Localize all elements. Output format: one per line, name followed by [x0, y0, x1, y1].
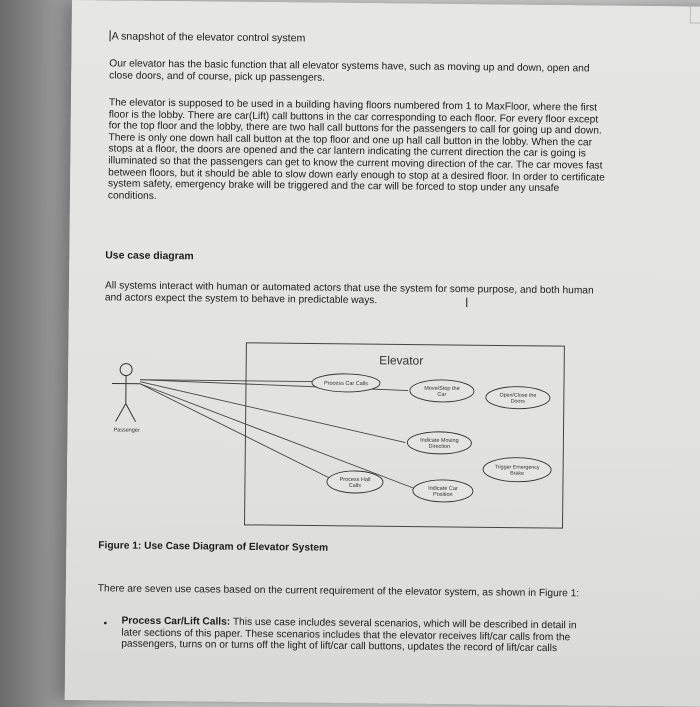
svg-text:Open/Close the: Open/Close the [499, 392, 536, 398]
svg-text:Brake: Brake [510, 471, 524, 477]
system-name: Elevator [379, 353, 423, 367]
use-case-open-close-doors [486, 386, 550, 409]
description-paragraph: The elevator is supposed to be used in a building having floors numbered from 1 to MaxFloor, where the first floor is the lobby. There are car(Lift) call buttons in the car corresponding to each floor. For every floor except for the top floor and the lobby, there are two hall call buttons for the passengers to call for going up and down. There is only one down hall call button at the top floor and one up hall call button in the lobby. When the car stops at a floor, the doors are opened and the car lantern indicating the current direction the car is going is illuminated so that the passengers can get to know the current moving direction of the car. The car moves fast between floors, but it should be able to slow down early enough to stop at a desired floor. In order to certificate system safety, emergency brake will be triggered and the car will be forced to stop under any unsafe conditions. [108, 97, 609, 207]
svg-text:Indicate Car: Indicate Car [428, 486, 458, 492]
use-case-indicate-moving-direction [407, 432, 471, 455]
document-page [65, 0, 700, 707]
svg-text:Move/Stop the: Move/Stop the [424, 386, 460, 392]
svg-text:Calls: Calls [349, 483, 362, 489]
document-title: A snapshot of the elevator control system [110, 30, 306, 45]
bullet-icon: • [103, 618, 107, 630]
ibeam-cursor-icon: I [465, 298, 469, 310]
use-case-process-hall-calls [327, 471, 383, 494]
system-boundary [245, 343, 565, 528]
association-lines [139, 380, 416, 489]
page-corner-mark [690, 6, 700, 23]
svg-text:Position: Position [433, 492, 453, 498]
use-case-intro-paragraph: There are seven use cases based on the current requirement of the elevator system, as shown in Figure 1: [98, 583, 598, 600]
bullet-item-process-car-calls: Process Car/Lift Calls: This use case includes several scenarios, which will be described in detail in later sections of this paper. These scenarios includes that the elevator receives lift/car calls from the passengers, turns on or turns off the light of lift/car call buttons, updates the record of lift/car calls [121, 616, 586, 656]
text-cursor [110, 30, 111, 41]
section-paragraph: All systems interact with human or automated actors that use the system for some purpose, and both human and actors expect the system to behave in predictable ways. I [105, 280, 595, 308]
svg-text:Indicate Moving: Indicate Moving [420, 438, 459, 444]
use-case-move-stop-car [410, 380, 474, 403]
section-heading: Use case diagram [105, 250, 193, 263]
use-case-trigger-emergency-brake [483, 457, 551, 482]
svg-text:Process Hall: Process Hall [340, 477, 371, 483]
use-case-diagram [96, 335, 578, 540]
svg-text:Process Car Calls: Process Car Calls [324, 381, 368, 387]
actor-label: Passenger [113, 427, 140, 433]
figure-caption: Figure 1: Use Case Diagram of Elevator System [98, 540, 328, 554]
intro-paragraph: Our elevator has the basic function that all elevator systems have, such as moving up and down, open and close doors, and of course, pick up passengers. [109, 58, 599, 86]
svg-text:Trigger Emergency: Trigger Emergency [495, 464, 540, 470]
actor-passenger [112, 363, 141, 421]
svg-text:Doors: Doors [511, 399, 526, 405]
use-case-process-car-calls [312, 374, 380, 393]
svg-text:Car: Car [437, 392, 446, 398]
use-case-indicate-car-position [413, 480, 473, 503]
svg-text:Direction: Direction [428, 444, 450, 450]
